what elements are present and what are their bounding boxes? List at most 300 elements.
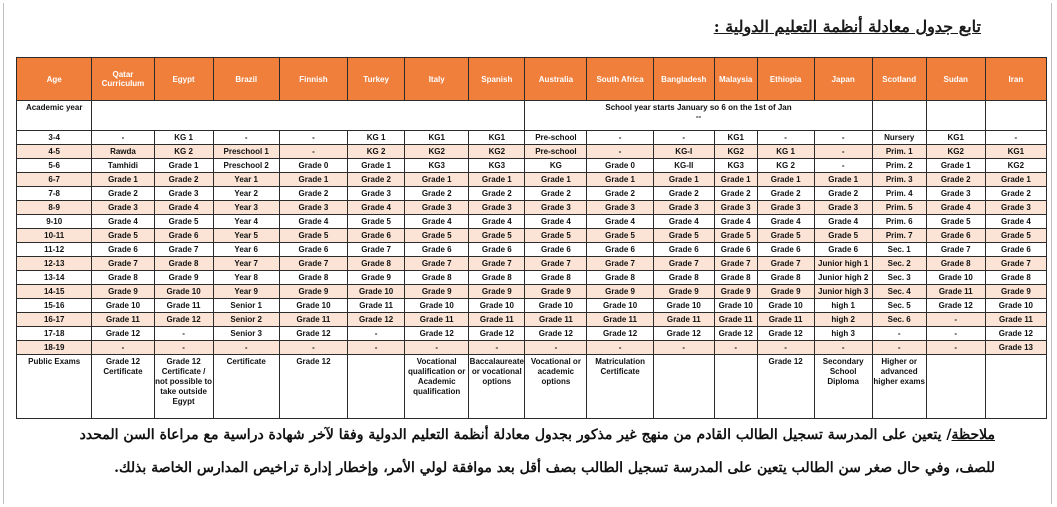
grade-cell: Grade 4 — [525, 215, 587, 229]
grade-cell: Grade 4 — [469, 215, 525, 229]
grade-cell: Grade 12 — [469, 327, 525, 341]
grade-cell: Grade 2 — [525, 187, 587, 201]
grade-cell: Grade 1 — [92, 173, 154, 187]
age-cell: 15-16 — [17, 299, 92, 313]
grade-cell: Grade 4 — [985, 215, 1046, 229]
grade-cell: Grade 12 — [587, 327, 653, 341]
grade-cell: - — [814, 131, 872, 145]
age-cell: 13-14 — [17, 271, 92, 285]
grade-cell: - — [348, 327, 405, 341]
grade-cell: Sec. 3 — [872, 271, 926, 285]
exam-cell: Higher or advanced higher exams — [872, 355, 926, 419]
grade-cell: Grade 7 — [714, 257, 757, 271]
grade-cell: Grade 6 — [92, 243, 154, 257]
grade-cell: Grade 8 — [985, 271, 1046, 285]
grade-cell: Sec. 5 — [872, 299, 926, 313]
grade-cell: Grade 8 — [587, 271, 653, 285]
grade-cell: Grade 1 — [814, 173, 872, 187]
grade-cell: Senior 3 — [213, 327, 279, 341]
grade-cell: Senior 2 — [213, 313, 279, 327]
grade-cell: Grade 0 — [279, 159, 347, 173]
column-header: Australia — [525, 58, 587, 101]
grade-cell: KG1 — [985, 145, 1046, 159]
grade-cell: Grade 10 — [926, 271, 985, 285]
grade-cell: Grade 8 — [714, 271, 757, 285]
note-label: ملاحظة — [951, 427, 995, 443]
grade-cell: - — [814, 341, 872, 355]
grade-cell: Grade 12 — [525, 327, 587, 341]
grade-cell: Grade 6 — [757, 243, 814, 257]
grade-cell: Grade 11 — [154, 299, 213, 313]
grade-cell: Grade 10 — [469, 299, 525, 313]
grade-cell: KG 2 — [348, 145, 405, 159]
table-row — [17, 159, 1047, 173]
column-header: Age — [17, 58, 92, 101]
grade-cell: Year 4 — [213, 215, 279, 229]
grade-cell: Grade 3 — [757, 201, 814, 215]
grade-cell: Grade 4 — [714, 215, 757, 229]
age-cell: 11-12 — [17, 243, 92, 257]
exam-cell — [348, 355, 405, 419]
grade-cell: Grade 2 — [154, 173, 213, 187]
grade-cell: Grade 12 — [92, 327, 154, 341]
grade-cell: Grade 9 — [587, 285, 653, 299]
age-cell: 8-9 — [17, 201, 92, 215]
grade-cell: KG2 — [985, 159, 1046, 173]
grade-cell: Grade 10 — [653, 299, 714, 313]
grade-cell: - — [714, 341, 757, 355]
grade-cell: Grade 3 — [154, 187, 213, 201]
grade-cell: Prim. 3 — [872, 173, 926, 187]
exam-cell: Vocational qualification or Academic qualification — [405, 355, 469, 419]
academic-year-blank — [872, 101, 926, 131]
grade-cell: - — [587, 131, 653, 145]
grade-cell: - — [985, 131, 1046, 145]
exam-cell: Certificate — [213, 355, 279, 419]
grade-cell: Grade 1 — [154, 159, 213, 173]
grade-cell: - — [814, 145, 872, 159]
grade-cell: Preschool 2 — [213, 159, 279, 173]
grade-cell: Grade 12 — [405, 327, 469, 341]
grade-cell: - — [279, 341, 347, 355]
grade-cell: - — [213, 341, 279, 355]
grade-cell: KG — [525, 159, 587, 173]
grade-cell: Grade 5 — [405, 229, 469, 243]
grade-cell: Grade 8 — [757, 271, 814, 285]
grade-cell: Prim. 7 — [872, 229, 926, 243]
age-cell: 10-11 — [17, 229, 92, 243]
grade-cell: Grade 4 — [405, 215, 469, 229]
grade-cell: Grade 11 — [279, 313, 347, 327]
age-cell: 5-6 — [17, 159, 92, 173]
exam-cell: Secondary School Diploma — [814, 355, 872, 419]
grade-cell: Grade 10 — [279, 299, 347, 313]
grade-cell: - — [653, 341, 714, 355]
grade-cell: - — [279, 145, 347, 159]
grade-cell: KG 1 — [154, 131, 213, 145]
grade-cell: Grade 8 — [92, 271, 154, 285]
grade-cell: Sec. 1 — [872, 243, 926, 257]
table-row — [17, 201, 1047, 215]
grade-cell: Grade 2 — [985, 187, 1046, 201]
academic-note-line2: -- — [695, 112, 702, 121]
column-header: Scotland — [872, 58, 926, 101]
grade-cell: Grade 1 — [926, 159, 985, 173]
grade-cell: - — [653, 131, 714, 145]
grade-cell: Grade 3 — [525, 201, 587, 215]
grade-cell: Grade 4 — [279, 215, 347, 229]
age-cell: 4-5 — [17, 145, 92, 159]
grade-cell: Grade 1 — [279, 173, 347, 187]
column-header: Italy — [405, 58, 469, 101]
grade-cell: Grade 6 — [279, 243, 347, 257]
table-row — [17, 327, 1047, 341]
grade-cell: Grade 12 — [714, 327, 757, 341]
grade-cell: Year 3 — [213, 201, 279, 215]
column-header: Malaysia — [714, 58, 757, 101]
column-header: Egypt — [154, 58, 213, 101]
grade-cell: - — [926, 313, 985, 327]
table-row — [17, 299, 1047, 313]
grade-cell: KG2 — [714, 145, 757, 159]
table-row — [17, 229, 1047, 243]
grade-cell: Grade 8 — [279, 271, 347, 285]
grade-cell: Grade 7 — [587, 257, 653, 271]
grade-cell: Grade 5 — [926, 215, 985, 229]
grade-cell: KG 2 — [757, 159, 814, 173]
public-exams-row — [17, 355, 1047, 419]
grade-cell: Grade 5 — [154, 215, 213, 229]
table-row — [17, 341, 1047, 355]
grade-cell: - — [213, 131, 279, 145]
exam-cell — [926, 355, 985, 419]
grade-cell: - — [814, 159, 872, 173]
grade-cell: Junior high 2 — [814, 271, 872, 285]
grade-cell: Grade 8 — [469, 271, 525, 285]
grade-cell: Grade 3 — [92, 201, 154, 215]
grade-cell: KG1 — [405, 131, 469, 145]
grade-cell: Grade 7 — [926, 243, 985, 257]
grade-cell: - — [587, 145, 653, 159]
grade-cell: Prim. 6 — [872, 215, 926, 229]
grade-cell: Grade 1 — [985, 173, 1046, 187]
grade-cell: Grade 2 — [279, 187, 347, 201]
grade-cell: Grade 9 — [405, 285, 469, 299]
grade-cell: Prim. 1 — [872, 145, 926, 159]
header-row — [17, 58, 1047, 101]
grade-cell: high 1 — [814, 299, 872, 313]
grade-cell: Grade 4 — [154, 201, 213, 215]
grade-cell: Pre-school — [525, 145, 587, 159]
age-cell: 18-19 — [17, 341, 92, 355]
grade-cell: Grade 6 — [653, 243, 714, 257]
grade-cell: Pre-school — [525, 131, 587, 145]
table-body — [17, 101, 1047, 419]
grade-cell: Grade 11 — [985, 313, 1046, 327]
grade-cell: Grade 10 — [348, 285, 405, 299]
grade-cell: Grade 9 — [525, 285, 587, 299]
grade-cell: Grade 2 — [653, 187, 714, 201]
grade-cell: Grade 1 — [714, 173, 757, 187]
grade-cell: Year 2 — [213, 187, 279, 201]
grade-cell: Grade 8 — [154, 257, 213, 271]
grade-cell: Grade 9 — [714, 285, 757, 299]
exam-cell — [985, 355, 1046, 419]
note-line-1 — [5, 419, 995, 452]
grade-cell: Grade 6 — [348, 229, 405, 243]
grade-cell: Grade 4 — [348, 201, 405, 215]
academic-year-label: Academic year — [17, 101, 92, 131]
grade-cell: Grade 10 — [587, 299, 653, 313]
grade-cell: high 3 — [814, 327, 872, 341]
column-header: Sudan — [926, 58, 985, 101]
grade-cell: Grade 2 — [469, 187, 525, 201]
grade-cell: Grade 6 — [926, 229, 985, 243]
grade-cell: Grade 12 — [757, 327, 814, 341]
grade-cell: Grade 10 — [985, 299, 1046, 313]
grade-cell: - — [872, 327, 926, 341]
public-exams-label: Public Exams — [17, 355, 92, 419]
grade-cell: Grade 11 — [757, 313, 814, 327]
grade-cell: Grade 6 — [405, 243, 469, 257]
grade-cell: KG 2 — [154, 145, 213, 159]
academic-year-blank — [926, 101, 985, 131]
grade-cell: Grade 5 — [757, 229, 814, 243]
grade-cell: Grade 5 — [587, 229, 653, 243]
grade-cell: Prim. 2 — [872, 159, 926, 173]
column-header: Spanish — [469, 58, 525, 101]
column-header: Finnish — [279, 58, 347, 101]
grade-cell: KG1 — [469, 131, 525, 145]
grade-cell: Grade 7 — [279, 257, 347, 271]
grade-cell: KG2 — [926, 145, 985, 159]
grade-cell: Grade 2 — [92, 187, 154, 201]
column-header: Japan — [814, 58, 872, 101]
grade-cell: Grade 3 — [469, 201, 525, 215]
grade-cell: Grade 10 — [405, 299, 469, 313]
grade-cell: Grade 5 — [348, 215, 405, 229]
grade-cell: Grade 9 — [653, 285, 714, 299]
age-cell: 9-10 — [17, 215, 92, 229]
grade-cell: Grade 10 — [92, 299, 154, 313]
exam-cell: Vocational or academic options — [525, 355, 587, 419]
grade-cell: Grade 7 — [92, 257, 154, 271]
grade-cell: Grade 7 — [757, 257, 814, 271]
column-header: Qatar Curriculum — [92, 58, 154, 101]
grade-cell: - — [154, 341, 213, 355]
grade-cell: - — [757, 131, 814, 145]
academic-year-row — [17, 101, 1047, 131]
grade-cell: Grade 7 — [348, 243, 405, 257]
grade-cell: Grade 11 — [348, 299, 405, 313]
grade-cell: - — [405, 341, 469, 355]
grade-cell: Grade 2 — [587, 187, 653, 201]
grade-cell: - — [154, 327, 213, 341]
column-header: Bangladesh — [653, 58, 714, 101]
table-row — [17, 187, 1047, 201]
grade-cell: Senior 1 — [213, 299, 279, 313]
age-cell: 17-18 — [17, 327, 92, 341]
grade-cell: Grade 5 — [714, 229, 757, 243]
grade-cell: Grade 12 — [926, 299, 985, 313]
grade-cell: Grade 4 — [587, 215, 653, 229]
column-header: Brazil — [213, 58, 279, 101]
grade-cell: - — [279, 131, 347, 145]
age-cell: 7-8 — [17, 187, 92, 201]
grade-cell: Grade 12 — [279, 327, 347, 341]
exam-cell: Grade 12 Certificate — [92, 355, 154, 419]
grade-cell: Preschool 1 — [213, 145, 279, 159]
grade-cell: KG3 — [405, 159, 469, 173]
grade-cell: KG 1 — [348, 131, 405, 145]
age-cell: 12-13 — [17, 257, 92, 271]
grade-cell: Grade 8 — [348, 257, 405, 271]
table-row — [17, 271, 1047, 285]
grade-cell: - — [926, 327, 985, 341]
grade-cell: Grade 10 — [757, 299, 814, 313]
column-header: Ethiopia — [757, 58, 814, 101]
grade-cell: Year 6 — [213, 243, 279, 257]
grade-cell: KG 1 — [757, 145, 814, 159]
exam-cell: Grade 12 — [757, 355, 814, 419]
grade-cell: Grade 12 — [154, 313, 213, 327]
column-header: South Africa — [587, 58, 653, 101]
grade-cell: Grade 5 — [525, 229, 587, 243]
grade-cell: Grade 1 — [653, 173, 714, 187]
grade-cell: Grade 6 — [587, 243, 653, 257]
grade-cell: Grade 3 — [405, 201, 469, 215]
grade-cell: Prim. 5 — [872, 201, 926, 215]
grade-cell: Tamhidi — [92, 159, 154, 173]
grade-cell: KG2 — [405, 145, 469, 159]
exam-cell: Baccalaureate or vocational options — [469, 355, 525, 419]
grade-cell: Sec. 6 — [872, 313, 926, 327]
grade-cell: Grade 5 — [985, 229, 1046, 243]
grade-cell: Grade 6 — [814, 243, 872, 257]
grade-cell: Grade 4 — [92, 215, 154, 229]
grade-cell: Grade 2 — [757, 187, 814, 201]
grade-cell: Year 8 — [213, 271, 279, 285]
grade-cell: Grade 11 — [653, 313, 714, 327]
grade-cell: Sec. 2 — [872, 257, 926, 271]
grade-cell: - — [92, 341, 154, 355]
grade-cell: Grade 9 — [279, 285, 347, 299]
equivalency-table — [16, 57, 1047, 419]
grade-cell: Grade 3 — [348, 187, 405, 201]
grade-cell: Grade 8 — [926, 257, 985, 271]
grade-cell: Grade 1 — [405, 173, 469, 187]
age-cell: 3-4 — [17, 131, 92, 145]
table-row — [17, 215, 1047, 229]
grade-cell: Sec. 4 — [872, 285, 926, 299]
grade-cell: - — [525, 341, 587, 355]
grade-cell: Grade 3 — [814, 201, 872, 215]
exam-cell: Grade 12 Certificate / not possible to take outside Egypt — [154, 355, 213, 419]
grade-cell: Grade 4 — [757, 215, 814, 229]
grade-cell: Grade 6 — [525, 243, 587, 257]
grade-cell: Grade 9 — [985, 285, 1046, 299]
grade-cell: KG3 — [469, 159, 525, 173]
grade-cell: Grade 9 — [469, 285, 525, 299]
table-row — [17, 257, 1047, 271]
grade-cell: Grade 10 — [154, 285, 213, 299]
grade-cell: KG2 — [469, 145, 525, 159]
grade-cell: Grade 1 — [348, 159, 405, 173]
grade-cell: Rawda — [92, 145, 154, 159]
grade-cell: Grade 12 — [653, 327, 714, 341]
table-row — [17, 145, 1047, 159]
grade-cell: Grade 1 — [469, 173, 525, 187]
grade-cell: Year 1 — [213, 173, 279, 187]
table-row — [17, 285, 1047, 299]
grade-cell: Year 9 — [213, 285, 279, 299]
grade-cell: Grade 7 — [469, 257, 525, 271]
grade-cell: Grade 6 — [469, 243, 525, 257]
note-text-1: / يتعين على المدرسة تسجيل الطالب القادم من منهج غير مذكور بجدول معادلة أنظمة التعليم الدولية وفقا لآخر شهادة دراسية مع مراعاة السن المحدد — [79, 427, 952, 443]
grade-cell: KG1 — [714, 131, 757, 145]
grade-cell: Grade 9 — [154, 271, 213, 285]
grade-cell: Grade 11 — [926, 285, 985, 299]
grade-cell: KG1 — [926, 131, 985, 145]
grade-cell: Grade 11 — [525, 313, 587, 327]
grade-cell: Grade 3 — [714, 201, 757, 215]
grade-cell: Grade 3 — [926, 187, 985, 201]
grade-cell: Grade 2 — [348, 173, 405, 187]
grade-cell: Grade 4 — [926, 201, 985, 215]
table-row — [17, 243, 1047, 257]
grade-cell: Grade 11 — [714, 313, 757, 327]
grade-cell: KG-II — [653, 159, 714, 173]
grade-cell: Grade 1 — [525, 173, 587, 187]
grade-cell: Grade 2 — [405, 187, 469, 201]
grade-cell: - — [926, 341, 985, 355]
academic-year-blank — [985, 101, 1046, 131]
grade-cell: Grade 7 — [154, 243, 213, 257]
grade-cell: - — [469, 341, 525, 355]
note-line-2: للصف، وفي حال صغر سن الطالب يتعين على المدرسة تسجيل الطالب بصف أقل بعد موافقة لولي الأمر، وإخطار إدارة تراخيص المدارس الخاصة بذلك. — [114, 460, 995, 476]
grade-cell: Grade 5 — [279, 229, 347, 243]
grade-cell: Grade 6 — [154, 229, 213, 243]
grade-cell: high 2 — [814, 313, 872, 327]
grade-cell: Grade 3 — [279, 201, 347, 215]
grade-cell: Grade 7 — [653, 257, 714, 271]
grade-cell: Grade 6 — [985, 243, 1046, 257]
grade-cell: Grade 9 — [757, 285, 814, 299]
grade-cell: Year 5 — [213, 229, 279, 243]
grade-cell: Grade 11 — [587, 313, 653, 327]
grade-cell: Grade 8 — [653, 271, 714, 285]
grade-cell: Grade 7 — [985, 257, 1046, 271]
table-row — [17, 313, 1047, 327]
grade-cell: Prim. 4 — [872, 187, 926, 201]
table-row — [17, 131, 1047, 145]
academic-note-line1: School year starts January so 6 on the 1st of Jan — [605, 103, 792, 112]
column-header: Iran — [985, 58, 1046, 101]
grade-cell: - — [872, 341, 926, 355]
grade-cell: Grade 6 — [714, 243, 757, 257]
exam-cell — [714, 355, 757, 419]
grade-cell: Grade 5 — [92, 229, 154, 243]
grade-cell: Grade 5 — [814, 229, 872, 243]
grade-cell: KG-I — [653, 145, 714, 159]
grade-cell: KG3 — [714, 159, 757, 173]
academic-year-note — [525, 101, 872, 131]
grade-cell: Grade 7 — [405, 257, 469, 271]
note-block — [5, 419, 995, 485]
age-cell: 14-15 — [17, 285, 92, 299]
grade-cell: Grade 2 — [714, 187, 757, 201]
grade-cell: Grade 9 — [348, 271, 405, 285]
